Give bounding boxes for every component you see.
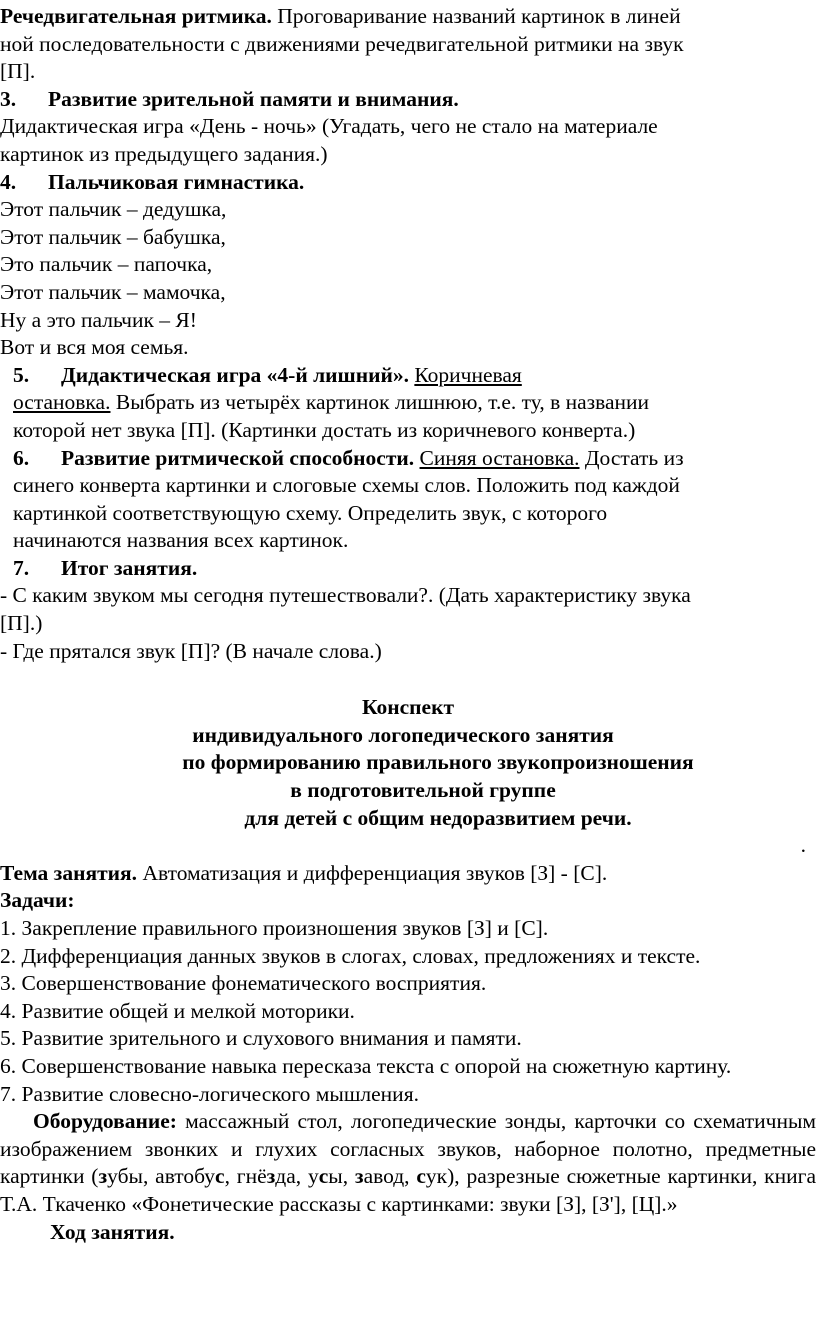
item-3-text-a: Дидактическая игра «День - ночь» (Угадать, чего не стало на материале (0, 114, 658, 139)
item-6-text-c: картинкой соответствующую схему. Определить звук, с которого (13, 500, 608, 525)
spacer (0, 665, 816, 694)
item-3-text (0, 113, 816, 168)
task-item: 3. Совершенствование фонематического восприятия. (0, 971, 487, 996)
item-7-number: 7. (13, 555, 30, 580)
item-5-text-b: которой нет звука [П]. (Картинки достать из коричневого конверта.) (13, 417, 636, 442)
brown-stop-link-cont: остановка. (13, 390, 111, 415)
heading-line-2: индивидуального логопедического занятия (192, 722, 614, 747)
topic-label: Тема занятия. (0, 860, 138, 885)
paragraph-rhythmics (0, 3, 816, 86)
equipment-text: массажный стол, логопедические зонды, карточки со схематичным изображением звонких и глухих согласных звуков, наборное полотно, предметные картинки ( (0, 1109, 816, 1189)
task-item: 4. Развитие общей и мелкой моторики. (0, 998, 355, 1023)
poem-line: Вот и вся моя семья. (0, 335, 189, 360)
tasks-list (0, 915, 816, 1108)
question-2: - Где прятался звук [П]? (В начале слова.) (0, 638, 382, 663)
equipment-paragraph (0, 1108, 816, 1218)
lesson-topic (0, 860, 816, 888)
sound-letter: з (354, 1164, 364, 1189)
item-5 (0, 362, 816, 445)
finger-poem (0, 196, 816, 362)
item-3-number: 3. (0, 86, 17, 111)
task-item: 7. Развитие словесно-логического мышления. (0, 1081, 419, 1106)
item-6-text-b: синего конверта картинки и слоговые схемы слов. Положить под каждой (13, 473, 680, 498)
rhythmics-text-a: Проговаривание названий картинок в линей (271, 4, 681, 28)
equipment-text: ук), разрезные сюжетные картинки, книга Т.А. Ткаченко «Фонетические рассказы с картинками: звуки [З], [З'], [Ц].» (0, 1164, 816, 1216)
equipment-text: , гнё (224, 1164, 267, 1189)
lesson-plan-heading (0, 694, 816, 860)
task-item: 1. Закрепление правильного произношения звуков [З] и [С]. (0, 916, 549, 940)
heading-line-3: по формированию правильного звукопроизношения (182, 750, 694, 775)
equipment-text: ы, (328, 1164, 355, 1189)
rhythmics-title: Речедвигательная ритмика. (0, 4, 272, 28)
item-4-heading (0, 169, 816, 197)
task-item: 5. Развитие зрительного и слухового внимания и памяти. (0, 1026, 522, 1051)
item-6-title: Развитие ритмической способности. (61, 445, 415, 470)
item-4-number: 4. (0, 169, 17, 194)
brown-stop-link: Коричневая (414, 362, 522, 387)
item-5-title: Дидактическая игра «4-й лишний». (61, 362, 409, 387)
item-7-title: Итог занятия. (61, 555, 198, 580)
sound-letter: с (318, 1164, 329, 1189)
equipment-text: да, у (275, 1164, 319, 1189)
poem-line: Это пальчик – папочка, (0, 252, 213, 277)
item-6 (0, 445, 816, 555)
equipment-text: авод, (363, 1164, 417, 1189)
poem-line: Этот пальчик – дедушка, (0, 197, 227, 222)
heading-line-5: для детей с общим недоразвитием речи. (244, 805, 632, 830)
sound-letter: з (266, 1164, 276, 1189)
question-1 (0, 582, 816, 637)
poem-line: Этот пальчик – мамочка, (0, 279, 226, 304)
item-6-number: 6. (13, 445, 30, 470)
item-6-text-d: начинаются названия всех картинок. (13, 528, 349, 553)
tasks-label: Задачи: (0, 888, 75, 913)
item-3-heading (0, 86, 816, 114)
equipment-label: Оборудование: (33, 1109, 177, 1134)
sound-letter: с (215, 1164, 225, 1189)
blue-stop-link: Синяя остановка. (419, 445, 580, 470)
item-3-text-b: картинок из предыдущего задания.) (0, 141, 328, 166)
equipment-text: убы, автобу (107, 1164, 216, 1189)
poem-line: Этот пальчик – бабушка, (0, 224, 226, 249)
sound-letter: с (416, 1164, 426, 1189)
item-4-title: Пальчиковая гимнастика. (48, 169, 305, 194)
topic-text: Автоматизация и дифференциация звуков [З] - [С]. (137, 860, 608, 885)
course-label: Ход занятия. (50, 1219, 175, 1244)
poem-line: Ну а это пальчик – Я! (0, 307, 197, 332)
task-item: 2. Дифференциация данных звуков в слогах, словах, предложениях и тексте. (0, 943, 701, 968)
rhythmics-text-c: [П]. (0, 59, 36, 84)
question-1-a: - С каким звуком мы сегодня путешествовали?. (Дать характеристику звука (0, 583, 691, 608)
question-1-b: [П].) (0, 611, 43, 636)
heading-line-1: Конспект (361, 695, 455, 720)
item-6-text-a: Достать из (579, 445, 684, 470)
item-3-title: Развитие зрительной памяти и внимания. (48, 86, 459, 111)
item-7-heading (0, 555, 816, 583)
heading-dot: . (800, 833, 806, 858)
item-5-text-a: Выбрать из четырёх картинок лишнюю, т.е. ту, в названии (110, 390, 650, 415)
sound-letter: з (98, 1164, 108, 1189)
rhythmics-text-b: ной последовательности с движениями речедвигательной ритмики на звук (0, 31, 684, 56)
heading-line-4: в подготовительной группе (290, 778, 556, 803)
item-5-number: 5. (13, 362, 30, 387)
task-item: 6. Совершенствование навыка пересказа текста с опорой на сюжетную картину. (0, 1053, 732, 1078)
